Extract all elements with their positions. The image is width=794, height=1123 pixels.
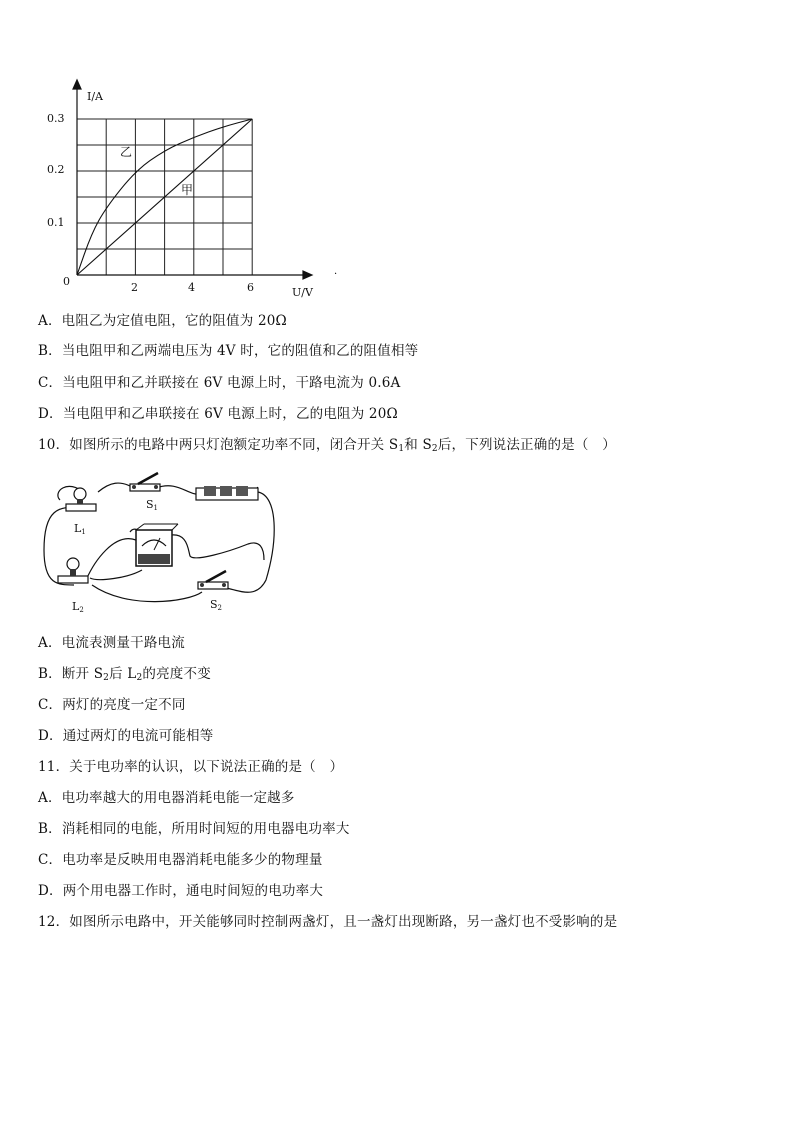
q10-option-d: D．通过两灯的电流可能相等 — [38, 728, 214, 744]
q10-stem-pre: 10．如图所示的电路中两只灯泡额定功率不同，闭合开关 S — [38, 437, 399, 453]
x-axis-arrow — [303, 271, 312, 279]
stray-dot: . — [256, 481, 259, 491]
q10-b-post: 的亮度不变 — [142, 666, 211, 682]
ammeter — [136, 524, 178, 566]
stray-dot: . — [334, 266, 338, 277]
q12-stem: 12．如图所示电路中，开关能够同时控制两盏灯，且一盏灯出现断路，另一盏灯也不受影响的是 — [38, 914, 618, 930]
q10-stem — [38, 436, 616, 458]
x-axis-label: U/V — [292, 286, 313, 299]
y-tick-label: 0.2 — [47, 163, 65, 176]
q11-option-d: D．两个用电器工作时，通电时间短的电功率大 — [38, 883, 324, 899]
x-tick-label: 2 — [131, 281, 138, 294]
label-l2: L2 — [72, 600, 84, 614]
lamp-l1 — [66, 488, 96, 511]
q10-b-sub-l: 2 — [136, 673, 143, 683]
q11-option-b: B．消耗相同的电能，所用时间短的用电器电功率大 — [38, 821, 350, 837]
q9-option-d: D．当电阻甲和乙串联接在 6V 电源上时，乙的电阻为 20Ω — [38, 406, 398, 422]
y-tick-label: 0.1 — [47, 216, 65, 229]
q9-option-a: A．电阻乙为定值电阻，它的阻值为 20Ω — [38, 313, 287, 329]
q9-option-b: B．当电阻甲和乙两端电压为 4V 时，它的阻值和乙的阻值相等 — [38, 343, 419, 359]
q9-option-c: C．当电阻甲和乙并联接在 6V 电源上时，干路电流为 0.6A — [38, 375, 401, 391]
q10-b-mid: 后 L — [109, 666, 137, 682]
q10-option-c: C．两灯的亮度一定不同 — [38, 697, 186, 713]
y-tick-label: 0.3 — [47, 112, 65, 125]
x-tick-label: 4 — [188, 281, 195, 294]
lamp-l2 — [58, 558, 88, 583]
curve-jia-label: 甲 — [181, 183, 194, 197]
q10-stem-mid: 和 S — [404, 437, 432, 453]
circuit-diagram — [38, 470, 278, 620]
switch-s2 — [198, 571, 228, 589]
q10-option-b — [38, 665, 211, 687]
label-s2: S2 — [210, 598, 223, 612]
y-axis-arrow — [73, 80, 81, 89]
q10-option-a: A．电流表测量干路电流 — [38, 635, 185, 651]
q11-option-a: A．电功率越大的用电器消耗电能一定越多 — [38, 790, 295, 806]
q10-b-pre: B．断开 S — [38, 666, 104, 682]
q10-stem-sub2: 2 — [431, 444, 438, 454]
switch-s1 — [130, 473, 160, 491]
q10-stem-sub1: 1 — [398, 444, 405, 454]
iu-graph — [40, 78, 340, 303]
label-s1: S1 — [146, 498, 159, 512]
q10-b-sub-s: 2 — [103, 673, 110, 683]
q11-stem: 11．关于电功率的认识，以下说法正确的是（ ） — [38, 759, 344, 775]
q11-option-c: C．电功率是反映用电器消耗电能多少的物理量 — [38, 852, 323, 868]
curve-yi-label: 乙 — [120, 145, 133, 159]
y-axis-label: I/A — [87, 90, 103, 103]
origin-label: 0 — [63, 275, 70, 288]
q10-stem-post: 后，下列说法正确的是（ ） — [437, 437, 616, 453]
x-tick-label: 6 — [247, 281, 254, 294]
label-l1: L1 — [74, 522, 86, 536]
battery-holder — [196, 486, 258, 500]
